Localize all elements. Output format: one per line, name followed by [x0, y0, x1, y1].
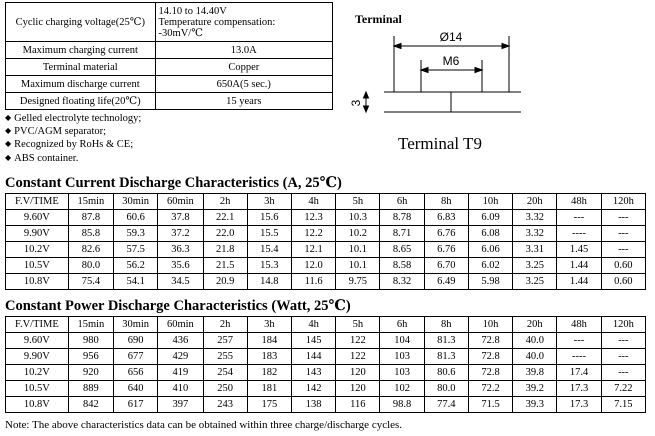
table-cell: 12.3: [291, 210, 335, 226]
table-cell: 184: [247, 333, 291, 349]
table-cell: 17.3: [557, 397, 601, 413]
table-cell: 690: [114, 333, 158, 349]
table-cell: 40.0: [513, 333, 557, 349]
row-voltage-cell: 9.90V: [6, 226, 69, 242]
table-cell: ---: [557, 333, 601, 349]
table-cell: 39.2: [513, 381, 557, 397]
table-cell: ---: [601, 242, 645, 258]
table-cell: 656: [114, 365, 158, 381]
table-cell: 182: [247, 365, 291, 381]
table-cell: ----: [557, 349, 601, 365]
row-voltage-cell: 9.60V: [6, 333, 69, 349]
table-cell: 87.8: [68, 210, 113, 226]
table-cell: 1.45: [557, 242, 601, 258]
table-cell: 120: [336, 381, 380, 397]
column-header: 10h: [468, 194, 512, 210]
row-voltage-cell: 10.5V: [6, 381, 69, 397]
table-cell: 436: [158, 333, 203, 349]
table-cell: 956: [68, 349, 113, 365]
table-cell: ---: [601, 349, 645, 365]
table-cell: 257: [203, 333, 247, 349]
table-cell: 1.44: [557, 258, 601, 274]
table-cell: 59.3: [114, 226, 158, 242]
table-cell: 6.02: [468, 258, 512, 274]
column-header: 4h: [291, 317, 335, 333]
table-cell: 10.1: [336, 258, 380, 274]
table-cell: 20.9: [203, 274, 247, 290]
table-cell: 72.8: [468, 365, 512, 381]
table-cell: 72.2: [468, 381, 512, 397]
spec-label: Designed floating life(20℃): [6, 93, 156, 110]
spec-row: [6, 42, 333, 59]
table-cell: 72.8: [468, 349, 512, 365]
table-cell: 10.1: [336, 242, 380, 258]
table-cell: 116: [336, 397, 380, 413]
table-cell: 5.98: [468, 274, 512, 290]
table-cell: 60.6: [114, 210, 158, 226]
spec-value-line: -30mV/℃: [158, 27, 203, 39]
table-cell: ---: [557, 210, 601, 226]
row-voltage-cell: 10.8V: [6, 397, 69, 413]
table-cell: 640: [114, 381, 158, 397]
thread-size-label: M6: [442, 54, 460, 68]
column-header: 3h: [247, 317, 291, 333]
table-cell: 12.0: [291, 258, 335, 274]
table-cell: 98.8: [380, 397, 424, 413]
column-header: F.V/TIME: [6, 194, 69, 210]
row-voltage-cell: 10.2V: [6, 242, 69, 258]
table-cell: 35.6: [158, 258, 203, 274]
column-header: 48h: [557, 317, 601, 333]
column-header: 6h: [380, 317, 424, 333]
column-header: 30min: [114, 194, 158, 210]
table-cell: 920: [68, 365, 113, 381]
column-header: 15min: [68, 194, 113, 210]
table-cell: 81.3: [424, 333, 468, 349]
table-cell: 889: [68, 381, 113, 397]
column-header: 8h: [424, 317, 468, 333]
table-row: [6, 333, 646, 349]
specifications-table: [5, 2, 333, 110]
table-cell: 80.6: [424, 365, 468, 381]
table-row: [6, 226, 646, 242]
table-cell: ---: [601, 365, 645, 381]
table-cell: 10.3: [336, 210, 380, 226]
spec-row: [6, 93, 333, 110]
table-cell: 15.5: [247, 226, 291, 242]
column-header: 2h: [203, 317, 247, 333]
feature-item: ◆ ABS container.: [5, 152, 141, 165]
table-cell: 103: [380, 349, 424, 365]
table-cell: 56.2: [114, 258, 158, 274]
table-cell: 980: [68, 333, 113, 349]
table-cell: 80.0: [424, 381, 468, 397]
spec-value: [155, 3, 332, 42]
table-cell: 1.44: [557, 274, 601, 290]
constant-current-title: Constant Current Discharge Characteristics (A, 25℃): [5, 175, 342, 191]
table-cell: 36.3: [158, 242, 203, 258]
height-label: 3: [349, 99, 363, 107]
spec-label: Cyclic charging voltage(25℃): [6, 3, 156, 42]
table-cell: 250: [203, 381, 247, 397]
table-row: [6, 349, 646, 365]
table-cell: 6.83: [424, 210, 468, 226]
table-cell: 181: [247, 381, 291, 397]
table-cell: 144: [291, 349, 335, 365]
column-header: 4h: [291, 194, 335, 210]
table-cell: 15.6: [247, 210, 291, 226]
header-row: [6, 317, 646, 333]
table-cell: 6.76: [424, 226, 468, 242]
column-header: 20h: [513, 317, 557, 333]
table-cell: 102: [380, 381, 424, 397]
outer-diameter-label: Ø14: [439, 30, 463, 44]
spec-value: 13.0A: [155, 42, 332, 59]
spec-label: Terminal material: [6, 59, 156, 76]
column-header: 5h: [336, 317, 380, 333]
feature-item: ◆ Gelled electrolyte technology;: [5, 112, 141, 125]
row-voltage-cell: 10.5V: [6, 258, 69, 274]
table-cell: 6.70: [424, 258, 468, 274]
table-cell: 15.4: [247, 242, 291, 258]
table-cell: 8.65: [380, 242, 424, 258]
spec-value: Copper: [155, 59, 332, 76]
table-cell: 3.32: [513, 210, 557, 226]
table-cell: 243: [203, 397, 247, 413]
table-cell: 677: [114, 349, 158, 365]
column-header: 15min: [68, 317, 113, 333]
column-header: 3h: [247, 194, 291, 210]
table-cell: 39.8: [513, 365, 557, 381]
table-cell: 6.06: [468, 242, 512, 258]
table-cell: 175: [247, 397, 291, 413]
table-cell: 617: [114, 397, 158, 413]
table-cell: 12.2: [291, 226, 335, 242]
table-cell: 8.71: [380, 226, 424, 242]
table-cell: 57.5: [114, 242, 158, 258]
row-voltage-cell: 10.8V: [6, 274, 69, 290]
table-cell: 7.15: [601, 397, 645, 413]
terminal-section: [346, 0, 646, 170]
table-cell: 8.78: [380, 210, 424, 226]
spec-label: Maximum discharge current: [6, 76, 156, 93]
spec-value-line: 14.10 to 14.40V: [158, 5, 227, 17]
row-voltage-cell: 9.90V: [6, 349, 69, 365]
table-cell: 0.60: [601, 258, 645, 274]
table-cell: 85.8: [68, 226, 113, 242]
row-voltage-cell: 10.2V: [6, 365, 69, 381]
table-cell: 22.0: [203, 226, 247, 242]
column-header: 30min: [114, 317, 158, 333]
column-header: 8h: [424, 194, 468, 210]
column-header: 5h: [336, 194, 380, 210]
table-cell: 3.25: [513, 258, 557, 274]
feature-item: ◆ Recognized by RoHs & CE;: [5, 138, 141, 151]
table-cell: 21.5: [203, 258, 247, 274]
table-cell: 3.32: [513, 226, 557, 242]
footnote: Note: The above characteristics data can be obtained within three charge/discharge cycles.: [5, 419, 403, 431]
table-cell: 40.0: [513, 349, 557, 365]
column-header: 48h: [557, 194, 601, 210]
table-cell: 75.4: [68, 274, 113, 290]
constant-power-table: [5, 316, 646, 413]
table-cell: 419: [158, 365, 203, 381]
table-cell: ---: [601, 210, 645, 226]
terminal-diagram: [346, 0, 646, 170]
table-cell: 14.8: [247, 274, 291, 290]
table-cell: ---: [601, 226, 645, 242]
table-cell: 8.32: [380, 274, 424, 290]
table-cell: 71.5: [468, 397, 512, 413]
table-row: [6, 258, 646, 274]
column-header: 120h: [601, 194, 645, 210]
spec-row: [6, 59, 333, 76]
spec-row: [6, 3, 333, 42]
column-header: 2h: [203, 194, 247, 210]
spec-value: 650A(5 sec.): [155, 76, 332, 93]
table-row: [6, 210, 646, 226]
table-cell: 103: [380, 365, 424, 381]
table-cell: 138: [291, 397, 335, 413]
table-cell: 255: [203, 349, 247, 365]
table-cell: 82.6: [68, 242, 113, 258]
table-cell: 120: [336, 365, 380, 381]
table-cell: 12.1: [291, 242, 335, 258]
table-cell: 429: [158, 349, 203, 365]
table-cell: 80.0: [68, 258, 113, 274]
header-row: [6, 194, 646, 210]
table-cell: 22.1: [203, 210, 247, 226]
spec-label: Maximum charging current: [6, 42, 156, 59]
table-cell: 37.8: [158, 210, 203, 226]
table-cell: 397: [158, 397, 203, 413]
table-cell: 72.8: [468, 333, 512, 349]
table-cell: 254: [203, 365, 247, 381]
table-cell: 0.60: [601, 274, 645, 290]
constant-current-table: [5, 193, 646, 290]
row-voltage-cell: 9.60V: [6, 210, 69, 226]
column-header: 20h: [513, 194, 557, 210]
table-cell: 3.25: [513, 274, 557, 290]
table-cell: ----: [557, 226, 601, 242]
table-cell: 143: [291, 365, 335, 381]
constant-power-title: Constant Power Discharge Characteristics (Watt, 25℃): [5, 298, 351, 314]
table-cell: 17.4: [557, 365, 601, 381]
table-cell: 34.5: [158, 274, 203, 290]
table-cell: 6.49: [424, 274, 468, 290]
spec-row: [6, 76, 333, 93]
terminal-heading: Terminal: [355, 12, 402, 26]
table-row: [6, 381, 646, 397]
terminal-caption: Terminal T9: [398, 134, 482, 153]
table-cell: 183: [247, 349, 291, 365]
table-cell: 6.09: [468, 210, 512, 226]
table-cell: 10.2: [336, 226, 380, 242]
feature-list: [5, 112, 141, 165]
column-header: 60min: [158, 317, 203, 333]
table-cell: 6.08: [468, 226, 512, 242]
table-cell: ---: [601, 333, 645, 349]
table-cell: 6.76: [424, 242, 468, 258]
table-cell: 39.3: [513, 397, 557, 413]
feature-item: ◆ PVC/AGM separator;: [5, 125, 141, 138]
table-cell: 8.58: [380, 258, 424, 274]
table-row: [6, 242, 646, 258]
spec-value: 15 years: [155, 93, 332, 110]
table-cell: 17.3: [557, 381, 601, 397]
table-cell: 122: [336, 333, 380, 349]
column-header: 6h: [380, 194, 424, 210]
spec-value-line: Temperature compensation:: [158, 16, 276, 28]
table-cell: 15.3: [247, 258, 291, 274]
table-cell: 81.3: [424, 349, 468, 365]
table-cell: 3.31: [513, 242, 557, 258]
table-cell: 842: [68, 397, 113, 413]
table-cell: 11.6: [291, 274, 335, 290]
column-header: 60min: [158, 194, 203, 210]
table-cell: 37.2: [158, 226, 203, 242]
table-row: [6, 365, 646, 381]
table-cell: 77.4: [424, 397, 468, 413]
column-header: 10h: [468, 317, 512, 333]
table-cell: 54.1: [114, 274, 158, 290]
table-row: [6, 397, 646, 413]
table-row: [6, 274, 646, 290]
table-cell: 21.8: [203, 242, 247, 258]
column-header: F.V/TIME: [6, 317, 69, 333]
table-cell: 410: [158, 381, 203, 397]
table-cell: 122: [336, 349, 380, 365]
table-cell: 145: [291, 333, 335, 349]
table-cell: 142: [291, 381, 335, 397]
table-cell: 9.75: [336, 274, 380, 290]
table-cell: 7.22: [601, 381, 645, 397]
column-header: 120h: [601, 317, 645, 333]
table-cell: 104: [380, 333, 424, 349]
